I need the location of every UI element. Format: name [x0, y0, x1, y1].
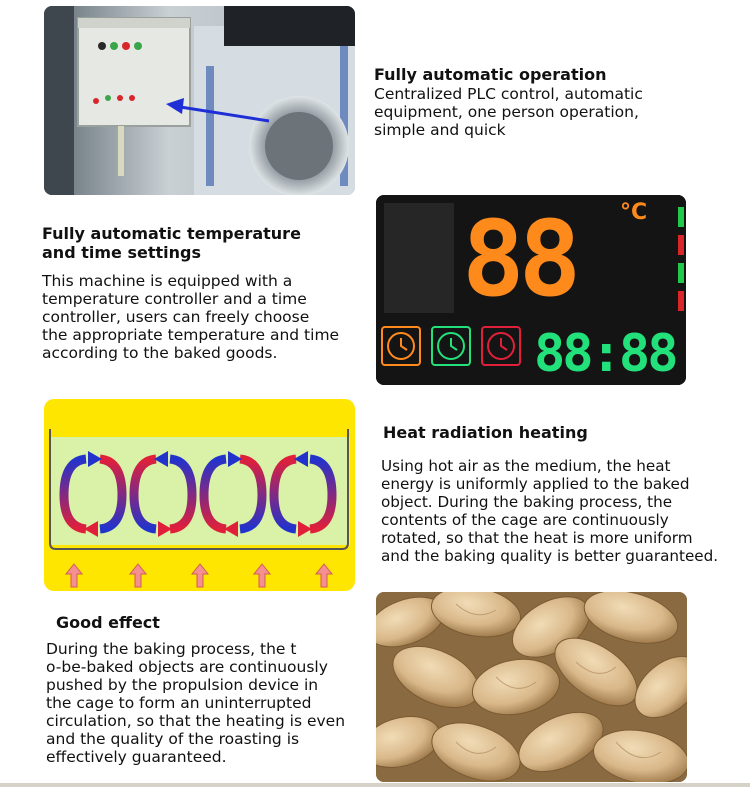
temperature-display-panel — [376, 195, 686, 385]
control-box-photo — [44, 6, 355, 195]
temp-digits: 88 — [462, 198, 576, 320]
section-body: During the baking process, the t o-be-baked objects are continuously pushed by the propulsion device in the cage to form an uninterrupted circulation, so that the heating is even and the quality of the roasting is effectively guaranteed. — [46, 640, 346, 766]
section-body: Centralized PLC control, automatic equipment, one person operation, simple and quick — [374, 85, 643, 139]
section-heading: Fully automatic operation — [374, 65, 607, 84]
bottom-divider — [0, 783, 750, 787]
peanuts-photo — [376, 592, 687, 782]
temp-unit: °C — [620, 200, 648, 225]
section-body: This machine is equipped with a temperature controller and a time controller, users can freely choose the appropriate temperature and time according to the baked goods. — [42, 272, 340, 362]
section-heading: Good effect — [56, 613, 160, 632]
time-digits: 88:88 — [534, 324, 676, 384]
section-heading: Fully automatic temperature and time settings — [42, 224, 301, 262]
section-body: Using hot air as the medium, the heat energy is uniformly applied to the baked object. During the baking process, the contents of the cage are continuously rotated, so that the heat is more uniform and the baking quality is better guaranteed. — [381, 457, 719, 565]
heat-circulation-diagram — [44, 399, 355, 591]
section-heading: Heat radiation heating — [383, 423, 588, 442]
